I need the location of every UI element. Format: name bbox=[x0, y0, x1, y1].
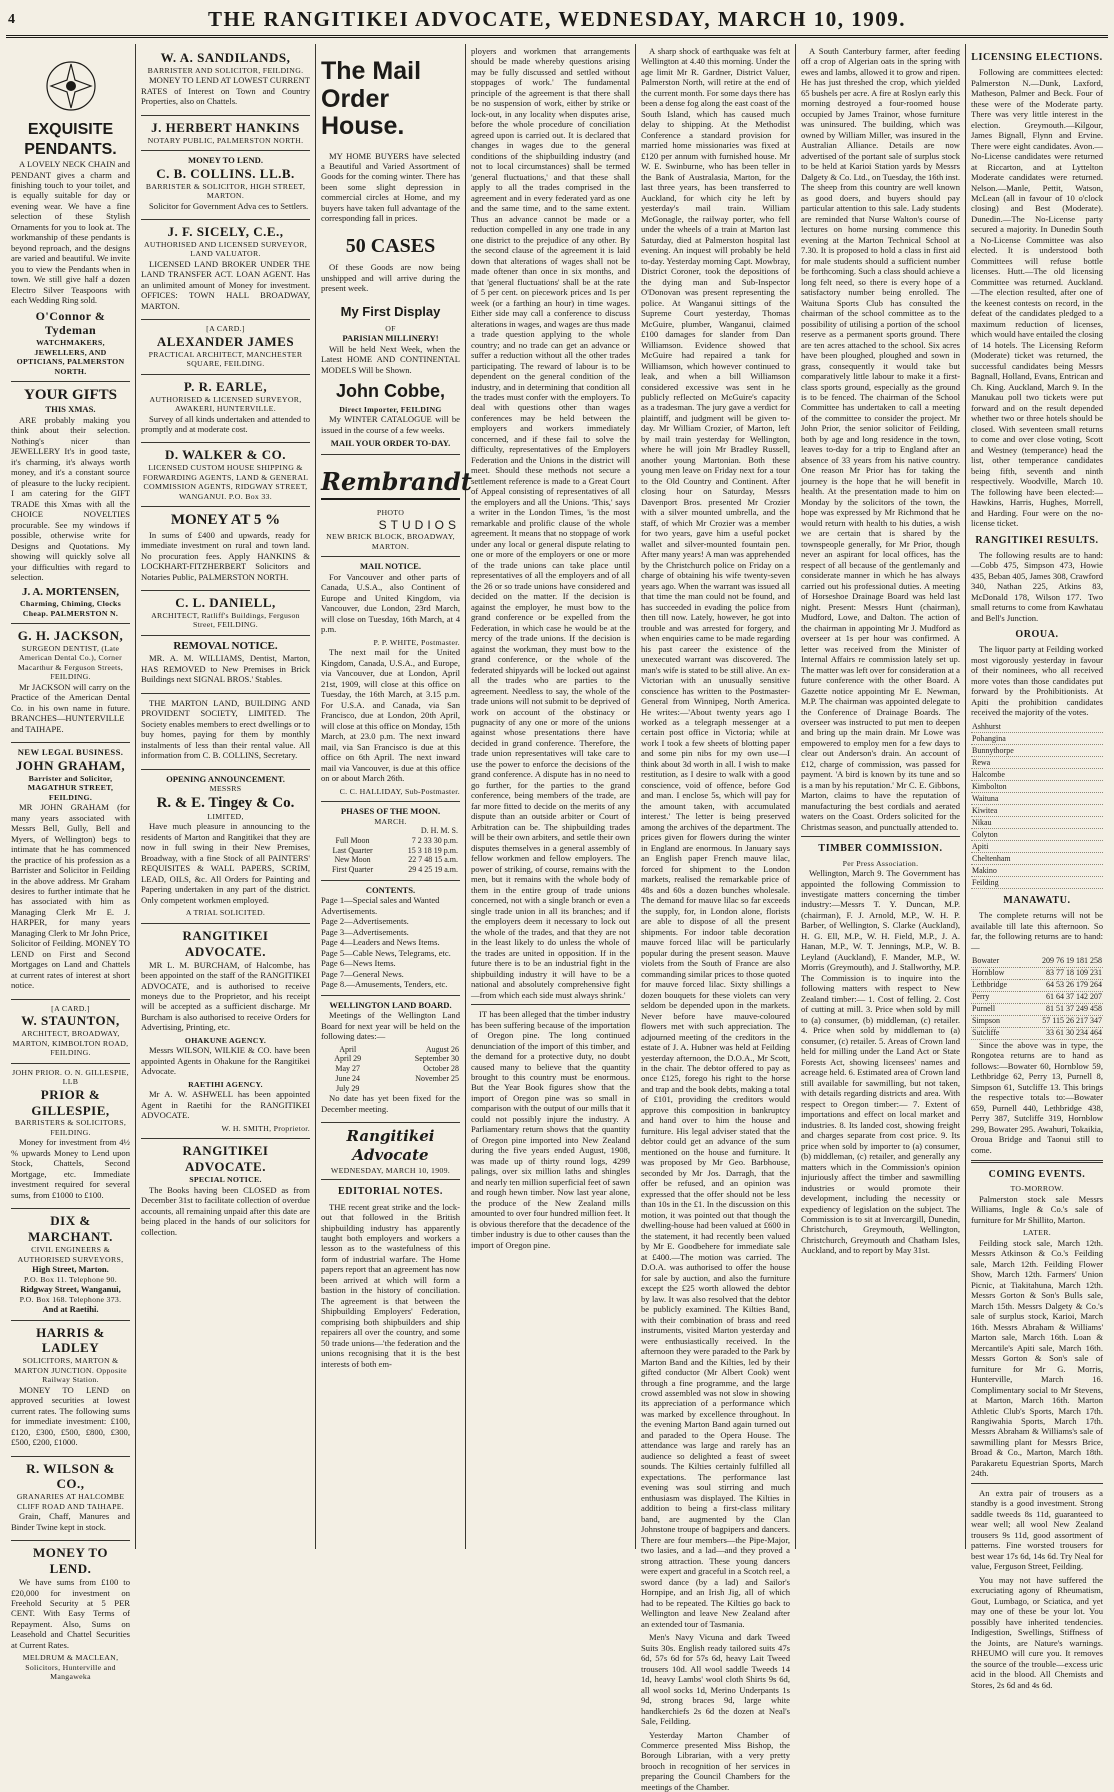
ohakune-heading: OHAKUNE AGENCY. bbox=[141, 1036, 310, 1046]
tingey-name: R. & E. Tingey & Co. bbox=[141, 794, 310, 812]
dix-name: DIX & MARCHANT. bbox=[11, 1213, 130, 1245]
events-text1: Palmerston stock sale Messrs Williams, Ingle & Co.'s sale of furniture for Mr Shillito, Marton. bbox=[971, 1194, 1103, 1225]
oregon-pine-note: IT has been alleged that the timber industry has been suffering because of the importation of Oregon pine. The long continued denunciation of the import of this timber, and the demand for a protective duty, no doubt caused many to believe that the quantity brought to this country must be enormous. But the Year Book figures show that the import of Oregon pine was so small in comparison with the output of our mills that it could not possibly injure the industry. A Parliamentary return shows that the quantity of Oregon pine imported into New Zealand during the five years ended August, 1908, was made up of thirty round logs, 4299 palings, over six million laths and shingles and nearly ten million superficial feet of sawn and rough hewn timber. Now last year alone, the produce of the New Zealand mills amounted to over four hundred million feet. It is obvious therefore that the decadence of the timber industry is due to other causes than the import of Oregon pine. bbox=[471, 1009, 630, 1250]
daniell-name: C. L. DANIELL, bbox=[141, 595, 310, 611]
rheumo-note: You may not have suffered the excruciating agony of Rheumatism, Gout, Lumbago, or Sciatica, and yet may one of these be your lot. You possibly have inherited tendencies. Indigestion, Swellings, Stiffness of the Joints, are Nature's warnings. RHEUMO will cure you. It removes the source of the trouble—excess uric acid in the blood. All Chemists and Stores, 2s 6d and 4s 6d. bbox=[971, 1575, 1103, 1690]
prior-name: PRIOR & GILLESPIE, bbox=[11, 1087, 130, 1119]
licensing-text: Following are committees elected: Palmerston N.—Dunk, Laxford, Matheson, Palmer and Beck. Four of these were of the Moderate party. There was very little interest in the election. Greymouth.—Kilgour, James Bignall, Flynn and Ervine. There were eight candidates. Avon.—No-License candidates were returned at Riccarton, and at Lyttelton Moderate candidates were returned. Nelson.—Manle, Pettit, Watson, McLean (all in favour of 10 o'clock closing) and Best (Moderate). Dunedin.—The No-License party secured a majority. In Dunedin South a No-License Committee was also elected. It is understood both Committees will refuse bottle licenses. Hutt.—The old licensing Committee was returned. Auckland.—The election resulted, after one of the keenest contests on record, in the defeat of the candidates pledged to a maximum reduction of licenses, which would have entailed the closing of 14 hotels. The Licensing Reform (Moderate) ticket was returned, the successful candidates being Messrs Bagnall, Holland, Evans, Entrican and Ch. King. Auckland, March 9. In the Manukau poll two tickets were put forward and on the result depended whether two or three hotels should be closed. With seventeen small returns to come and over close voting, Scott and Westney (temperance) head the list, other temperance candidates being fifth, seventh and ninth respectively. Woodville, March 10. The following have been elected:—Hawkins, Harris, Hughes, Morrell, and Harding. Four were on the no-license ticket. bbox=[971, 67, 1103, 528]
harris-sub: SOLICITORS, MARTON & MARTON JUNCTION. Opposite Railway Station. bbox=[11, 1356, 130, 1385]
display-parisian: PARISIAN MILLINERY! bbox=[321, 333, 460, 343]
raetihi-text: Mr A. W. ASHWELL has been appointed Agent in Raetihi for the RANGITIKEI ADVOCATE. bbox=[141, 1089, 310, 1120]
dix-box2: P.O. Box 168. Telephone 373. bbox=[11, 1295, 130, 1305]
land-board-table bbox=[321, 1045, 460, 1094]
trousers-note: An extra pair of trousers as a standby is a good investment. Strong saddle tweeds 8s 11d, guaranteed to wear well; all wool New Zealand trousers 9s 11d, good assortment of patterns. Fine worsted trousers for best wear 17s 6d, 14s 6d. Try Neal for value, Ferguson Street, Feilding. bbox=[971, 1488, 1103, 1572]
moon-row: First Quarter 29 4 25 19 a.m. bbox=[321, 865, 460, 875]
oroua-row: Apiti bbox=[971, 841, 1103, 853]
oconnor-sub: WATCHMAKERS, JEWELLERS, AND OPTICIANS, PALMERSTON NORTH. bbox=[11, 338, 130, 376]
contents-item: Page 8.—Amusements, Tenders, etc. bbox=[321, 979, 460, 989]
catalogue-text: My WINTER CATALOGUE will be issued in the course of a few weeks. bbox=[321, 414, 460, 435]
results-text: The following results are to hand:—Cobb 475, Simpson 473, Howie 435, Beban 405, James 308, Crawford 340, Nathan 225, Atkins 83, McDonald 178, Wilson 177. Two small returns to come from Kawhatau and Bell's Junction. bbox=[971, 550, 1103, 623]
pendants-text: A LOVELY NECK CHAIN and PENDANT gives a charm and finishing touch to your toilet, and is equally suitable for day or evening wear. We have a fine selection of these Stylish Ornaments for you to look at. The workmanship of these pendants is beyond reproach, and the designs are varied and beautiful. We invite you to view the Pendants when in town. We still give half a dozen Electro Silver Teaspoons with each Wedding Ring sold. bbox=[11, 159, 130, 306]
earle-sub: AUTHORISED & LICENSED SURVEYOR, AWAKERI, HUNTERVILLE. bbox=[141, 395, 310, 414]
special-notice bbox=[141, 1139, 310, 1245]
contents-item: Page 3—Advertisements. bbox=[321, 927, 460, 937]
mail-order-text: MY HOME BUYERS have selected a Beautiful and Varied Assortment of Goods for the coming winter. There has been some slight depression in commercial circles at Home, and my buyers have taken full advantage of the corresponding fall in prices. bbox=[321, 151, 460, 224]
tingey-ltd: LIMITED, bbox=[141, 812, 310, 822]
manawatu-row: Perry 61 64 37 142 207 bbox=[971, 991, 1103, 1003]
ohakune-text: Messrs WILSON, WILKIE & CO. have been appointed Agents in Ohakune for the Rangitikei Advocate. bbox=[141, 1045, 310, 1076]
column-7 bbox=[966, 44, 1108, 1549]
removal-heading: REMOVAL NOTICE. bbox=[141, 640, 310, 653]
events-later: LATER. bbox=[971, 1228, 1103, 1238]
mail-notice-sign: P. P. WHITE, Postmaster. bbox=[321, 638, 460, 648]
daniell-ad bbox=[141, 591, 310, 636]
earle-name: P. R. EARLE, bbox=[141, 379, 310, 395]
newspaper-page bbox=[6, 4, 1108, 1549]
masthead bbox=[6, 4, 1108, 38]
graham-sub: Barrister and Solicitor, MAGATHUR STREET, FEILDING. bbox=[11, 774, 130, 803]
money5-text: In sums of £400 and upwards, ready for immediate investment on rural and town land. No procuration fees. Apply HANKINS & LOCKHART-FITZHERBERT Solicitors and Notaries Public, PALMERSTON NORTH. bbox=[141, 530, 310, 582]
sicely-name: J. F. SICELY, C.E., bbox=[141, 224, 310, 240]
contents-item: Page 2—Advertisements. bbox=[321, 916, 460, 926]
tingey-ad bbox=[141, 770, 310, 924]
manawatu-row: Bowater 209 76 19 181 258 bbox=[971, 955, 1103, 967]
advocate-heading: RANGITIKEI ADVOCATE. bbox=[141, 928, 310, 960]
graham-heading: NEW LEGAL BUSINESS. bbox=[11, 747, 130, 757]
sicely-sub: AUTHORISED AND LICENSED SURVEYOR, LAND VALUATOR. bbox=[141, 240, 310, 259]
sandilands-ad bbox=[141, 46, 310, 116]
moon-row: Full Moon 7 2 33 30 p.m. bbox=[321, 836, 460, 846]
tingey-text: Have much pleasure in announcing to the residents of Marton and Rangitikei that they are now in full swing in their New Premises, Broadway, with a fine Stock of all PAINTERS' REQUISITES & WALL PAPERS, SCRIM, LEAD, OILS, &c. All Orders for Painting and Papering undertaken in any part of the district. Only competent workmen employed. bbox=[141, 821, 310, 905]
display-heading: My First Display bbox=[321, 304, 460, 320]
mortensen-sub: Charming, Chiming, Clocks Cheap. PALMERSTON N. bbox=[11, 599, 130, 618]
dix-addr1: High Street, Marton. bbox=[11, 1264, 130, 1274]
sicely-ad bbox=[141, 220, 310, 320]
dix-box1: P.O. Box 11. Telephone 90. bbox=[11, 1275, 130, 1285]
tingey-messrs: MESSRS bbox=[141, 784, 310, 794]
money5-ad bbox=[141, 507, 310, 591]
sicely-text: LICENSED LAND BROKER UNDER THE LAND TRANSFER ACT. LOAN AGENT. Has an unlimited amount of Money for investment. OFFICES: TOWN HALL BROADWAY, MARTON. bbox=[141, 259, 310, 311]
prior-partners: JOHN PRIOR. O. N. GILLESPIE, LLB bbox=[11, 1068, 130, 1087]
moon-header-row bbox=[321, 826, 460, 836]
sandilands-sub: BARRISTER AND SOLICITOR, FEILDING. bbox=[141, 66, 310, 76]
manawatu-text: The complete returns will not be available till late this afternoon. So far, the following returns are to hand:— bbox=[971, 910, 1103, 952]
results-heading: RANGITIKEI RESULTS. bbox=[971, 535, 1103, 547]
oroua-row: Waituna bbox=[971, 793, 1103, 805]
manawatu-row: Purnell 81 51 37 249 458 bbox=[971, 1003, 1103, 1015]
land-board-row: April August 26 bbox=[321, 1045, 460, 1055]
manawatu-footer: Since the above was in type, the Rongotea returns are to hand as follows:—Bowater 60, Hornblow 59, Lethbridge 62, Perry 13, Purnell 8, Simpson 61, Sutcliffe 13. This brings the respective totals to:—Bowater 659, Purnell 440, Lethbridge 438, Perry 387, Sutcliffe 319, Hornblow 299, Bowater 295. Awahuri, Tokaikia, Oroua Bridge and Taonui still to come. bbox=[971, 1040, 1103, 1155]
wilson-name: R. WILSON & CO., bbox=[11, 1461, 130, 1493]
oroua-row: Colyton bbox=[971, 829, 1103, 841]
oroua-row: Kimbolton bbox=[971, 781, 1103, 793]
paper-date: WEDNESDAY, MARCH 10, 1909. bbox=[321, 1166, 460, 1176]
prior-sub: BARRISTERS & SOLICITORS, FEILDING. bbox=[11, 1118, 130, 1137]
walker-sub: LICENSED CUSTOM HOUSE SHIPPING & FORWARDING AGENTS, LAND & GENERAL COMMISSION AGENTS, RIDGWAY STREET, WANGANUI. P.O. Box 33. bbox=[141, 463, 310, 501]
building-society-text: THE MARTON LAND, BUILDING AND PROVIDENT SOCIETY, LIMITED. The Society enables members to erect dwellings or to buy homes, paying for them by monthly instalments of less than their rental value. All information from C. B. COLLINS, Secretary. bbox=[141, 698, 310, 761]
neal-sale-note: Men's Navy Vicuna and dark Tweed Suits 30s. English ready tailored suits 47s 6d, 57s 6d for 57s 6d, heavy Lait Tweed trousers 10d. All wool saddle Tweeds 14 1d, heavy Lambs' wool cloth Shirts 9s 6d, all wool socks 1d, Merino Underpants 1s 9d, strong braces 9d, large white handkerchiefs 2s 6d the dozen at Neal's Sale, Feilding. bbox=[641, 1632, 790, 1726]
oroua-row: Feilding bbox=[971, 877, 1103, 889]
page-number: 4 bbox=[8, 11, 28, 28]
hankins-ad bbox=[141, 116, 310, 151]
collins-text: Solicitor for Government Adva ces to Settlers. bbox=[141, 201, 310, 211]
pendant-icon bbox=[41, 56, 101, 116]
contents-list bbox=[321, 895, 460, 989]
manawatu-row: Lethbridge 64 53 26 179 264 bbox=[971, 979, 1103, 991]
oroua-row: Bunnythorpe bbox=[971, 745, 1103, 757]
land-board-footer: No date has yet been fixed for the December meeting. bbox=[321, 1093, 460, 1114]
contents-item: Page 6—News Items. bbox=[321, 958, 460, 968]
daniell-sub: ARCHITECT, Ratliff's Buildings, Ferguson Street, FEILDING. bbox=[141, 611, 310, 630]
harris-text: MONEY TO LEND on approved securities at lowest current rates. The following sums for immediate investment: £100, £120, £300, £500, £800, £300, £500, £200, £1000. bbox=[11, 1385, 130, 1448]
mail-next-sign: C. C. HALLIDAY, Sub-Postmaster. bbox=[321, 787, 460, 797]
cobbe-name: John Cobbe, bbox=[321, 381, 460, 403]
james-name: ALEXANDER JAMES bbox=[141, 334, 310, 350]
money-lend-ad bbox=[11, 1541, 130, 1687]
land-board bbox=[321, 996, 460, 1124]
wilson-text: Grain, Chaff, Manures and Binder Twine kept in stock. bbox=[11, 1511, 130, 1532]
cases-text: Of these Goods are now being unshipped and will arrive during the present week. bbox=[321, 262, 460, 293]
gifts-heading: YOUR GIFTS bbox=[11, 386, 130, 404]
collins-sub: BARRISTER & SOLICITOR, HIGH STREET, MARTON. bbox=[141, 182, 310, 201]
licensing-heading: LICENSING ELECTIONS. bbox=[971, 52, 1103, 64]
column-5 bbox=[636, 44, 796, 1549]
advocate-text: MR L. M. BURCHAM, of Halcombe, has been appointed on the staff of the RANGITIKEI ADVOCATE, and is authorised to receive moneys due to the Proprietor, and his receipt will be accepted as a sufficient discharge. Mr Burcham is also authorised to receive Orders for Advertising, Printing, etc. bbox=[141, 960, 310, 1033]
james-sub: PRACTICAL ARCHITECT, MANCHESTER SQUARE, FEILDING. bbox=[141, 350, 310, 369]
walker-ad bbox=[141, 443, 310, 507]
moon-month: MARCH. bbox=[321, 817, 460, 827]
hankins-name: J. HERBERT HANKINS bbox=[141, 120, 310, 136]
wilson-sub: GRANARIES AT HALCOMBE CLIFF ROAD AND TAIHAPE. bbox=[11, 1492, 130, 1511]
graham-name: JOHN GRAHAM, bbox=[11, 758, 130, 774]
news-items: A sharp shock of earthquake was felt at Wellington at 4.40 this morning. Under the age limit Mr R. Gardner, District Valuer, Palmerston North, will retire at the end of the current month. For some days there has been a dense fog along the east coast of the South Island, which has caused much delay to shipping. At the Methodist Conference a standard provision for married home missionaries was fixed at £120 per annum with furnished house. Mr W. E. Swinburne, who has been teller in the Bank of Australasia, Marton, for the last three years, has been transferred to Auckland, for which city he left by yesterday's mail train. William McGonagle, the railway porter, who fell under the wheels of a train at Marton last Saturday, died at Palmerston hospital last evening. An inquest will probably be held to-day. Yesterday morning Capt. Mowbray, District Coroner, took the depositions of the dying man and Sub-Inspector O'Donovan was present representing the police. At Wanganui sittings of the Supreme Court yesterday, Thomas McGuire, plumber, Wanganui, claimed £100 damages for slander from Dan Williamson. Evidence showed that McGuire had repaired a tank for Williamson, which however continued to leak, and when a bill Williamson considered excessive was sent in he publicly reflected on McGuire's capacity as a tradesman. The jury gave a verdict for plaintiff, and judgment will be given to-day. Mr William Crozier, of Marton, left by mail train yesterday for Wellington, where he will join Mr Bradley Russell, another young Martonian. Both these young men leave on Friday next for a tour to the Old Country and Continent. After closing hour on Saturday, Messrs Davenport Bros. presented Mr Crozier with a silver mounted umbrella, and the staff, of which Mr Crozier was a member for two years, gave him a useful pocket wallet and silver-mounted fountain pen. After many years! A man was apprehended by the Christchurch police on Friday on a charge of obtaining his wife twenty-seven years ago. When the warrant was issued all that time the man could not be found, and has succeeded in evading the police from then till now. Lately, however, he got into trouble and was arrested for forgery, and when enquiries came to be made regarding his past career the existence of the unexecuted warrant was discovered. The man's wife is stated to be still alive. An ex-Victorian with an unusually sensitive conscience has written to the Postmaster-General from Winnipeg, North America. He writes:—'About twenty years ago I worked as a telegraph messenger at a certain post office in Victoria; while at work I took a few sheets of blotting paper and some pin nibs for my own use—I think about 3d worth in all. I wish to make restitution, as I desire to walk with a good conscience, void of offence, before God and man. I enclose 5s, which will pay for the amount taken, with accumulated interest.' The letter is being preserved among the archives of the department. The prices given for flowers during the winter in England are enormous. In January says an English paper French mauve lilac, forced for shipment to the London markets, realised the remarkable price of 48s and 60s a dozen bunches wholesale. The demand for mauve lilac so far exceeds the supply, for, in London alone, florists are able to dispose of all the present shipments. For indoor table decoration mauve forced lilac will be particularly popular during the present season. Mauve violets from the South of France are also commanding similar prices to those quoted for mauve forced lilac. Sixty shillings a dozen bouquets for these violets can very seldom be depended upon in the markets. Never before have mauve-coloured flowers met with such appreciation. The adjourned meeting of the creditors in the estate of J. A. Hubner was held at Feilding yesterday afternoon, the D.O.A., Mr Scott, in the chair. The debtor offered to pay as once £125, forego his right to the horse and trap and the book debts, making a total of £101, providing the creditors would approve this composition in bankruptcy and hand over to him the house and furniture. His legal adviser stated that the debtor could get an advance of the sum mentioned on the house and furniture. It was proposed by Mr Geo. Barbhouse, seconded by Mr Jos. Darragh, that the offer be refused, and an opinion was expressed that the offer should not be less than 10s in the £1. In the discussion on this motion, it was pointed out that though the dwelling-house had been valued at £600 in the statement, it had recently been valued by Mr E. Goodbehere for immediate sale at £400.—The motion was carried. The D.O.A. was authorised to offer the house for sale by auction, and also the furniture except the £25 worth allowed the debtor by law. It was also resolved that the debtor be publicly examined. The Kilties Band, with their combination of brass and reed instruments, visited Marton yesterday and were enthusiastically received. In the afternoon they were paraded to the Park by Marton Band and the Kilties, led by their gifted conductor (Mr Albert Cook) went through a fine programme, and the large crowd assembled was not slow in showing its appreciation of a performance which was marked by excellence throughout. In the evening Marton Band again turned out and paraded to the Opera House. The attendance was large and rarely has an audience so delighted a feast of sweet sounds. The Kilties certainly fulfilled all expectations. The performance last evening was soul stirring and much enthusiasm was displayed. The Kilties in addition to being a first-class military band, are augmented by the Clan Johnstone troupe of bagpipers and dancers. There are four members—the Pipe-Major, two lasies, and a lad—and they proved a strong attraction. These young dancers were expert and graceful in a Scotch reel, a sword dance (by a lad) and Sailor's Hornpipe, and an Irish Jig, all of which had to be repeated. The Kilties go back to Wellington and leave New Zealand after an extended tour of Tasmania. bbox=[641, 46, 790, 1629]
catalogue-mail: MAIL YOUR ORDER TO-DAY. bbox=[321, 438, 460, 448]
chamber-note: Yesterday Marton Chamber of Commerce presented Miss Bishop, the Borough Librarian, with a very pretty brooch in recognition of her services in preparing the Council Chambers for the meetings of the Chamber. bbox=[641, 1730, 790, 1792]
advocate2-heading: RANGITIKEI ADVOCATE. bbox=[141, 1143, 310, 1175]
staunton-sub: ARCHITECT, BROADWAY, MARTON, KIMBOLTON ROAD, FEILDING. bbox=[11, 1029, 130, 1058]
editorial bbox=[321, 1127, 460, 1369]
contents-item: Page 7—General News. bbox=[321, 969, 460, 979]
dix-sub: CIVIL ENGINEERS & AUTHORISED SURVEYORS, bbox=[11, 1245, 130, 1264]
removal-ad bbox=[141, 636, 310, 694]
contents-item: Page 1—Special sales and Wanted Advertisements. bbox=[321, 895, 460, 916]
timber-heading: TIMBER COMMISSION. bbox=[801, 843, 960, 855]
rembrandt-ad bbox=[321, 455, 460, 557]
manawatu-row: Sutcliffe 33 61 30 234 464 bbox=[971, 1027, 1103, 1039]
editorial-heading: EDITORIAL NOTES. bbox=[321, 1186, 460, 1198]
oroua-table bbox=[971, 721, 1103, 890]
special-heading: SPECIAL NOTICE. bbox=[141, 1175, 310, 1185]
tingey-footer: A TRIAL SOLICITED. bbox=[141, 908, 310, 918]
raetihi-heading: RAETIHI AGENCY. bbox=[141, 1080, 310, 1090]
cobbe-ad bbox=[321, 46, 460, 455]
moon-row: New Moon 22 7 48 15 a.m. bbox=[321, 855, 460, 865]
moon-row: Last Quarter 15 3 18 19 p.m. bbox=[321, 846, 460, 856]
money-lend-heading: MONEY TO LEND. bbox=[11, 1545, 130, 1577]
mail-notice-text: For Vancouver and other parts of Canada, U.S.A., also Continent of Europe and United Kingdom, via Vancouver, due London, 23rd March, will close on Tuesday, 16th March, at 4 p.m. bbox=[321, 572, 460, 635]
staunton-card: [A CARD.] bbox=[11, 1004, 130, 1014]
building-society-ad bbox=[141, 694, 310, 770]
oroua-row: Nikau bbox=[971, 817, 1103, 829]
column-1 bbox=[6, 44, 136, 1549]
gifts-sub: THIS XMAS. bbox=[11, 404, 130, 414]
earle-ad bbox=[141, 375, 310, 444]
column-2 bbox=[136, 44, 316, 1549]
advocate-notice bbox=[141, 924, 310, 1140]
rembrandt-logo: Rembrandt bbox=[321, 467, 460, 500]
raetihi-sign: W. H. SMITH, Proprietor. bbox=[141, 1124, 310, 1134]
oroua-row: Ashhurst bbox=[971, 721, 1103, 733]
collins-heading: MONEY TO LEND. bbox=[141, 155, 310, 165]
james-card: [A CARD.] bbox=[141, 324, 310, 334]
prior-ad bbox=[11, 1064, 130, 1210]
timber-press: Per Press Association. bbox=[801, 859, 960, 869]
manawatu-row: Hornblow 83 77 18 109 231 bbox=[971, 967, 1103, 979]
graham-ad bbox=[11, 743, 130, 1000]
oroua-row: Cheltenham bbox=[971, 853, 1103, 865]
wilson-ad bbox=[11, 1457, 130, 1542]
pendants-heading: EXQUISITE PENDANTS. bbox=[11, 120, 130, 159]
masthead-title: THE RANGITIKEI ADVOCATE, WEDNESDAY, MARCH 10, 1909. bbox=[28, 7, 1086, 33]
sandilands-text: MONEY TO LEND AT LOWEST CURRENT RATES of Interest on Town and Country Properties, also on Chattels. bbox=[141, 75, 310, 106]
opening-heading: OPENING ANNOUNCEMENT. bbox=[141, 774, 310, 784]
rembrandt-studios: STUDIOS bbox=[321, 518, 460, 533]
pendants-ad bbox=[11, 46, 130, 382]
harris-name: HARRIS & LADLEY bbox=[11, 1325, 130, 1357]
land-board-row: June 24 November 25 bbox=[321, 1074, 460, 1084]
editorial-text: THE recent great strike and the lock-out that followed in the British shipbuilding industry has apparently taught both employers and workers a lesson as to the wastefulness of this form of industrial warfare. The Home papers report that an agreement has now been arrived at which will form a bastion in the history of conciliation. The agreement is that between the Shipbuilding Employers' Federation, comprising both shipbuilders and ship repairers all over the country, and some 50 trade unions—'the federation and the unions recognising that it is the best interests of both em- bbox=[321, 1202, 460, 1370]
gifts-text: ARE probably making you think about their selection. Nothing's nicer than JEWELLERY It's in good taste, it's charming, it's always worth money, and it's a constant source of pleasure to the lucky recipient. I am catering for the GIFT TRADE this Xmas with all the CHOICE NOVELTIES procurable. See my windows if possible, otherwise write for Designs and Quotations. My showing will quickly solve all your difficulties with regard to selection. bbox=[11, 415, 130, 583]
jackson-name: G. H. JACKSON, bbox=[11, 628, 130, 644]
rembrandt-address: NEW BRICK BLOCK, BROADWAY, MARTON. bbox=[321, 532, 460, 551]
staunton-ad bbox=[11, 1000, 130, 1064]
money-lend-text: We have sums from £100 to £20,000 for investment on Freehold Security at 5 PER CENT. With Easy Terms of Repayment. Also, Sums on Leasehold and Chattel Securities at Current Rates. bbox=[11, 1577, 130, 1650]
earle-text: Survey of all kinds undertaken and attended to promptly and at moderate cost. bbox=[141, 414, 310, 435]
jackson-text: Mr JACKSON will carry on the Practice of the American Dental Co. in his own name in future. BRANCHES—HUNTERVILLE and TAIHAPE. bbox=[11, 682, 130, 734]
jackson-ad bbox=[11, 624, 130, 743]
manawatu-row: Simpson 57 115 26 217 347 bbox=[971, 1015, 1103, 1027]
land-board-row: May 27 October 28 bbox=[321, 1064, 460, 1074]
mail-order-heading: The Mail Order House. bbox=[321, 58, 460, 141]
oroua-row: Halcombe bbox=[971, 769, 1103, 781]
contents bbox=[321, 881, 460, 996]
walker-name: D. WALKER & CO. bbox=[141, 447, 310, 463]
paper-name: Rangitikei Advocate bbox=[321, 1127, 460, 1164]
rembrandt-photo: PHOTO bbox=[321, 508, 460, 518]
oroua-row: Makino bbox=[971, 865, 1103, 877]
cobbe-sub: Direct Importer, FEILDING bbox=[321, 405, 460, 415]
special-text: The Books having been CLOSED as from December 31st to facilitate collection of overdue accounts, all remaining unpaid after this date are being placed in the hands of our solicitors for collection. bbox=[141, 1185, 310, 1237]
manawatu-table bbox=[971, 955, 1103, 1040]
jackson-sub: SURGEON DENTIST, (Late American Dental Co.), Corner Macarthur & Ferguson Streets, FEILDING. bbox=[11, 644, 130, 682]
harris-ad bbox=[11, 1321, 130, 1457]
display-of: OF bbox=[321, 324, 460, 334]
column-3 bbox=[316, 44, 466, 1549]
moon-heading: PHASES OF THE MOON. bbox=[321, 806, 460, 816]
collins-name: C. B. COLLINS. LL.B. bbox=[141, 166, 310, 182]
moon-phases bbox=[321, 802, 460, 881]
hankins-sub: NOTARY PUBLIC, PALMERSTON NORTH. bbox=[141, 136, 310, 146]
sandilands-name: W. A. SANDILANDS, bbox=[141, 50, 310, 66]
mail-notice-heading: MAIL NOTICE. bbox=[321, 561, 460, 571]
staunton-name: W. STAUNTON, bbox=[11, 1013, 130, 1029]
graham-text: MR JOHN GRAHAM (for many years associated with Messrs Bell, Gully, Bell and Myers, of Wellington) begs to intimate that he has commenced the practice of his profession as a Barrister and Solicitor in Feilding in the above address. Mr Graham desires to further intimate that he has associated with him as Managing Clerk Mr E. J. HARPER, for many years Managing Clerk to Mr John Price, Solicitor of Feilding. MONEY TO LEND on First and Second Mortgages on Land and Chattels at current rates of interest at short notice. bbox=[11, 802, 130, 991]
oroua-heading: OROUA. bbox=[971, 629, 1103, 641]
contents-item: Page 5—Cable News, Telegrams, etc. bbox=[321, 948, 460, 958]
oroua-row: Rewa bbox=[971, 757, 1103, 769]
land-board-row: April 29 September 30 bbox=[321, 1054, 460, 1064]
land-board-heading: WELLINGTON LAND BOARD. bbox=[321, 1000, 460, 1010]
mortensen-name: J. A. MORTENSEN, bbox=[11, 586, 130, 599]
money-lend-signoff: MELDRUM & MACLEAN, Solicitors, Hunterville and Mangaweka bbox=[11, 1653, 130, 1682]
gifts-ad bbox=[11, 382, 130, 624]
events-text2: Feilding stock sale, March 12th. Messrs Atkinson & Co.'s Feilding sale, March 12th. Feilding Flower Show, March 12th. Farmers' Union Picnic, at Tiakitahuna, March 12th. Messrs Gorton & Son's Bulls sale, March 15th. Messrs Dalgety & Co.'s sale of surplus stock, Karioi, March 16th. Messrs Abraham & Williams' Marton sale, March 16th. Loan & Mercantile's Apiti sale, March 16th. Messrs Gorton & Son's sale of furniture for Mr G. Morris, Hunterville, March 16. Complimentary social to Mr Stevens, at Marton, March 16th. Marton Athletic Club's Sports, March 17th. Rangiwahia Sports, March 17th. Messrs Abraham & Williams's sale of sawmilling plant for Messrs Brice, Broad & Co., Marton, March 18th. Parakaretu Equestrian Sports, March 24th. bbox=[971, 1238, 1103, 1479]
cases-heading: 50 CASES bbox=[321, 234, 460, 258]
events-tomorrow: TO-MORROW. bbox=[971, 1184, 1103, 1194]
money5-heading: MONEY AT 5 % bbox=[141, 511, 310, 529]
dix-addr3: And at Raetihi. bbox=[11, 1304, 130, 1314]
manawatu-heading: MANAWATU. bbox=[971, 895, 1103, 907]
dix-addr2: Ridgway Street, Wanganui, bbox=[11, 1284, 130, 1294]
column-6 bbox=[796, 44, 966, 1549]
display-text: Will be held Next Week, when the Latest HOME AND CONTINENTAL MODELS Will be Shown. bbox=[321, 344, 460, 375]
mail-notice bbox=[321, 557, 460, 802]
dix-ad bbox=[11, 1209, 130, 1320]
local-news: A South Canterbury farmer, after feeding off a crop of Algerian oats in the spring with ewes and lambs, allowed it to grow and ripen. He has just threshed the crop, which yielded 65 bushels per acre. A fire at Roslyn early this morning destroyed a four-roomed house occupied by James Trainor, whose furniture was uninsured. The building, which was owned by William Miller, was insured in the Australian Alliance. Details are now advertised of the portant sale of surplus stock to be held at Karioi Station yards by Messrs Dalgety & Co. Ltd., on Tuesday, the 16th inst. The sheep from this country are well known as good doers, and buyers should pay particular attention to this sale. Lady students are reminded that Nurse Walton's course of lectures on home nursing commence this evening at the Marton Technical School at 7.30. It is proposed to hold a class in first aid for male students should a sufficient number be forthcoming. Such a class should achieve a long felt need, so there is every hope of a satisfactory number being enrolled. The Waituna Sports Club has consulted the chairman of the school committee as to the possibility of utilising a portion of the school reserve as a permanent sports ground. There are ten acres attached to the school. Six acres have been ploughed, ploughed and sown in grass, consequently it would take but comparatively little labour to make it a first-class sports ground, especially as the ground is to be fenced. The chairman of the School Committee has undertaken to call a meeting of the committee to consider the project. Mr John Prior, the senior solicitor of Feilding, both by age and long residence in the town, leaves to-day for a trip to England after an absence of 33 years from his native country. One reason Mr Prior has for taking the journey is the hope that he will benefit in health. At the presentation made to him on Monday by the solicitors of the town, the hope was expressed by Mr Richmond that he would return with health to his duties, a wish we are certain that is shared by the townspeople generally, for Mr Prior, though never an aspirant for local offices, has the respect of all because of the gentlemanly and considerate manner in which he has always carried out his professional duties. A meeting of Horseshoe Drainage Board was held last night. Present: Messrs Hunt (chairman), Mudford, Lowe, and Dalton. The action of the chairman in appointing Mr J. Mudford as overseer at 1s per hour was confirmed. A letter was received from the Minister of Internal Affairs re commission lately set up. The matter was left over for consideration at a future conference with the other Board. A Gazette notice appointing Mr E. Newman, M.P. The chairman was appointed delegate to the Conference of Drainage Boards. The overseer was instructed to put men to deepen and bring up the main drain. Mr Lowe was empowered to employ men for a few days to clear out Anderson's drain. An account of £12, charge of commission, was passed for payment. 'A bird is known by its tune and so is a man by his reputation.' Mr C. E. Gibbons, Marton, claims to have the reputation of manufacturing the best cordials and aerated waters on the Coast. Orders solicited for the Christmas season, and punctually attended to. bbox=[801, 46, 960, 832]
oroua-row: Pohangina bbox=[971, 733, 1103, 745]
land-board-row: July 29 bbox=[321, 1084, 460, 1094]
oconnor-name: O'Connor & Tydeman bbox=[11, 309, 130, 338]
prior-text: Money for investment from 4½ % upwards Money to Lend upon Stock, Chattels, Second Mortgage, etc. Immediate investment required for several sums, from £1000 to £100. bbox=[11, 1137, 130, 1200]
contents-heading: CONTENTS. bbox=[321, 885, 460, 895]
removal-text: MR. A. M. WILLIAMS, Dentist, Marton, HAS REMOVED to New Premises in Brick Buildings next SIGNAL BROS.' Stables. bbox=[141, 653, 310, 684]
moon-col: D. H. M. S. bbox=[384, 826, 460, 836]
moon-table bbox=[321, 826, 460, 875]
land-board-text: Meetings of the Wellington Land Board for next year will be held on the following dates:— bbox=[321, 1010, 460, 1041]
oroua-row: Kiwitea bbox=[971, 805, 1103, 817]
events-heading: COMING EVENTS. bbox=[971, 1169, 1103, 1181]
contents-item: Page 4—Leaders and News Items. bbox=[321, 937, 460, 947]
oroua-text: The liquor party at Feilding worked most vigorously yesterday in favour of their nominees, who all received more votes than those candidates put forward by the Prohibitionists. At Apiti the prohibition candidates received the majority of the votes. bbox=[971, 644, 1103, 717]
james-ad bbox=[141, 320, 310, 374]
collins-ad bbox=[141, 151, 310, 220]
mail-next-text: The next mail for the United Kingdom, Canada, U.S.A., and Europe, via Vancouver, due at London, April 21st, 1909, will close at this office on Tuesday, the 16th March, at 3.15 p.m. For U.S.A. and Canada, via San Francisco, due at London, 20th April, will close at this office on Monday, 15th March, at 23.0 p.m. The next inward mail, via San Francisco is due at this office on 6th April. The next inward mail via Vancouver, is due at this office on or about March 26th. bbox=[321, 647, 460, 783]
columns bbox=[6, 44, 1108, 1549]
editorial-continued: ployers and workmen that arrangements should be made whereby questions arising may be fully discussed and settled without stoppages of work.' The fundamental principle of the agreement is that there shall be no suspension of work, either by strike or lock-out, in any locality when disputes arise, before the whole procedure of conciliation agreed upon is carried out. It is declared that changes in wages due to the general conditions of the shipbuilding industry (and not to local circumstances) shall be termed 'general fluctuations,' and that these shall apply to all the trades comprised in the agreement and in every federated yard as one and the same time, and to the same extent. Thus an advance cannot be made or a reduction compelled in any one trade in any one district to the prejudice of any other. By the second clause of the agreement it is laid down that alterations of wages shall not be made oftener than once in six months, and that 'general fluctuations' shall be at the rate of 5 per cent. on piecework prices and 1s per week (or a farthing an hour) in time wages. Either side may call a conference to discuss alterations in wages, and wages are thus made a trade question applying to the whole country; and no trade can get an advance or suffer a reduction without all the other trades participating. The reward of labour is to be dependent on the general condition of the industry, and in determining that condition all the trades must confer with the employers. To deal with questions other than wages conferences may be held between the employers and workers immediately concerned, and if these fail to solve the difficulty, representatives of the Employers Federation and the Unions in the district will meet. Should these methods not secure a settlement reference is made to a Great Court of Appeal consisting of representatives of all the employers and all the Unions. 'This,' says a writer in the London Times, 'is the most remarkable and prolific clause of the whole agreement. It means that no stoppage of work under any local or general dispute relating to one or more of the employers or one or more of the trade unions can take place until representatives of all the employers and of all the 26 or so trade unions have considered and decided on the matter. If the decision is against the employer, he must bow to the grand conference or be expelled from the Federation, in which case he would be at the mercy of the trade unions. If the decision is against the workman, they must bow to the grand conference, or the whole of the federated shipyards will be locked out against all the trades who are parties to the agreement. Needless to say, the whole of the trade unions will not submit to be deprived of work on account of the obstinacy or pugnacity of any one or more of the unions against whose presentations there have decided in grand conference. Therefore, the trade union representatives will take care to use the power to enforce the decisions of the grand conference. A dispute has in no need to go further, for the parties to the grand conference, being members of the trade, are far more fitted to decide on the merits of any dispute than an outside arbiter or Court of Arbitration can be. The shipbuilding trades will be their own arbiters, and settle their own disputes themselves in a general assembly of fellow workmen and fellow employers. The power of striking, of course, remains with the men, but it remains with the whole body of them in the entire group of trade unions concerned, not with a single branch or even a single trade union in all its branches; and if the employers deem it necessary to lock out the whole of the trades, and that they are not in the least likely to do unless the whole of the trades are united in opposition. If in the future there is to be an industrial fight in the shipbuilding industry it will have to be a national and absolutely comprehensive fight—from which each side must always shrink.' bbox=[471, 46, 630, 1000]
timber-text: Wellington, March 9. The Government has appointed the following Commission to investigate matters concerning the timber industry:—Messrs T. Y. Duncan, M.P. (chairman), F. J. Arnold, M.P., W. H. P. Barber, of Wellington, S. Clarke (Auckland), H. G. Ell, M.P., W. H. Field, M.P., J. A. Hanan, M.P., W. T. Jennings, M.P., W. B. Leyland (Auckland), F. Mander, M.P., W. Morris (Greymouth), and J. Stallworthy, M.P. The Commission is to inquire into the following matters with respect to New Zealand timber:— 1. Cost of felling. 2. Cost of cutting at mill. 3. Price when sold by mill to (a) consumer, (b) middleman, (c) retailer. 4. Price when sold by middleman to (a) consumer, (c) retailer. 5. Areas of Crown land held for milling under the Land Act or State Forests Act, showing licensees' names and acreage held. 6. Estimated area of Crown land still available for sawmilling, but not taken, with details regarding districts and area. With respect to Oregon timber:— 7. Extent of importations and effect on local market and industries. 8. Its landed cost, showing freight and charges separate from cost price. 9. Its price when sold by importer to (a) consumer, (b) middleman, (c) retailer, and generally any matters which in the Commission's opinion injuriously affect the timber and sawmilling industries or would promote their development, including the necessity or expediency of legislation on the subject. The Commission is to sit at Invercargill, Dunedin, Christchurch, Greymouth, Wellington, Christchurch, Greymouth and Chatham Isles, Auckland, and to report by May 31st. bbox=[801, 868, 960, 1256]
column-4 bbox=[466, 44, 636, 1549]
